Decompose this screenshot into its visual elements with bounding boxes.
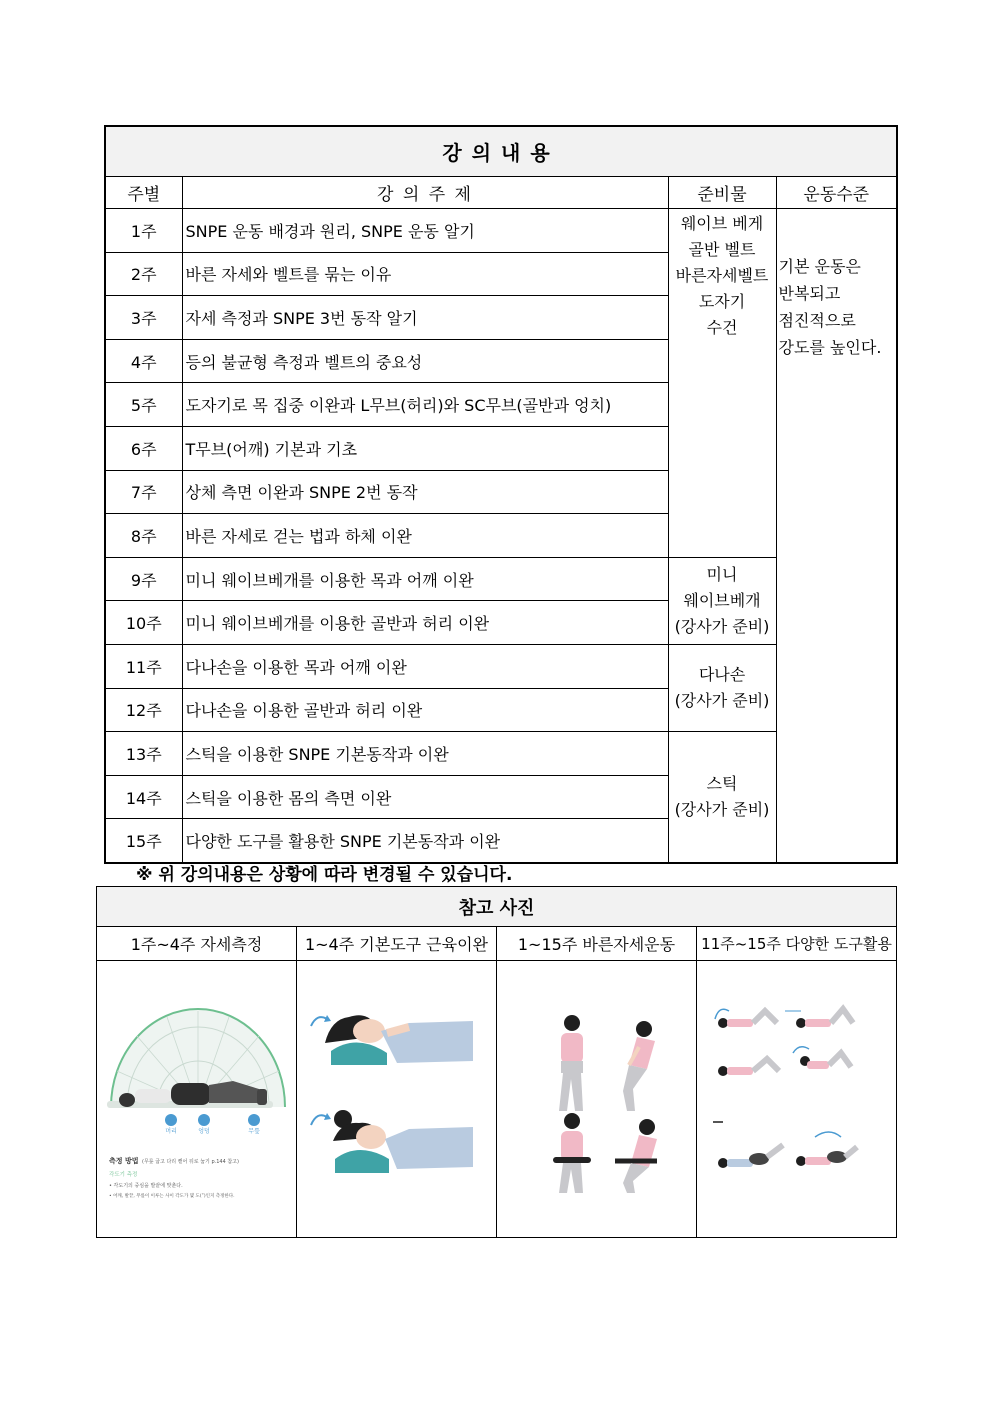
level-line: 강도를 높인다. bbox=[778, 338, 882, 357]
week-cell: 11주 bbox=[105, 644, 182, 688]
prep-line: 도자기 bbox=[698, 292, 746, 311]
topic-cell: 미니 웨이브베개를 이용한 골반과 허리 이완 bbox=[182, 601, 668, 645]
prep-line: 미니 bbox=[706, 564, 738, 584]
caption-subtitle: (무릎 굽고 다리 뻗어 뒤로 눕기 p.144 참고) bbox=[142, 1159, 239, 1165]
topic-cell: 도자기로 목 집중 이완과 L무브(허리)와 SC무브(골반과 엉치) bbox=[182, 383, 668, 427]
prep-line: 골반 벨트 bbox=[688, 240, 756, 259]
measure-label: 엉덩 bbox=[198, 1128, 210, 1135]
week-cell: 9주 bbox=[105, 557, 182, 601]
level-cell bbox=[776, 209, 897, 863]
caption-title: 측정 방법 bbox=[109, 1157, 139, 1165]
topic-cell: T무브(어깨) 기본과 기초 bbox=[182, 426, 668, 470]
caption-line: • 어깨, 발끝, 무릎이 이루는 사이 각도가 몇 도(˚)인지 측정한다. bbox=[109, 1194, 235, 1199]
prep-line: (강사가 준비) bbox=[674, 691, 770, 711]
column-header: 1~4주 기본도구 근육이완 bbox=[297, 927, 497, 961]
level-line: 점진적으로 bbox=[778, 311, 856, 330]
prep-cell-wave bbox=[668, 209, 776, 558]
prep-header: 준비물 bbox=[668, 177, 776, 209]
prep-line: 다나손 bbox=[698, 665, 746, 685]
column-header: 11주~15주 다양한 도구활용 bbox=[697, 927, 897, 961]
topic-cell: 등의 불균형 측정과 벨트의 중요성 bbox=[182, 339, 668, 383]
topic-cell: 상체 측면 이완과 SNPE 2번 동작 bbox=[182, 470, 668, 514]
topic-cell: 바른 자세와 벨트를 묶는 이유 bbox=[182, 252, 668, 296]
level-line: 반복되고 bbox=[778, 284, 841, 303]
week-header: 주별 bbox=[105, 177, 182, 209]
week-cell: 7주 bbox=[105, 470, 182, 514]
week-cell: 4주 bbox=[105, 339, 182, 383]
lecture-title: 강의내용 bbox=[105, 126, 897, 177]
week-cell: 6주 bbox=[105, 426, 182, 470]
topic-cell: 스틱을 이용한 SNPE 기본동작과 이완 bbox=[182, 732, 668, 776]
prep-line: 웨이브베개 bbox=[683, 590, 761, 610]
level-header: 운동수준 bbox=[776, 177, 897, 209]
column-header: 1주~4주 자세측정 bbox=[97, 927, 297, 961]
week-cell: 13주 bbox=[105, 732, 182, 776]
topic-cell: 스틱을 이용한 몸의 측면 이완 bbox=[182, 775, 668, 819]
week-cell: 3주 bbox=[105, 296, 182, 340]
topic-cell: 다나손을 이용한 목과 어깨 이완 bbox=[182, 644, 668, 688]
caption-line: • 각도기의 중심을 발끝에 맞춘다. bbox=[109, 1183, 183, 1189]
week-cell: 5주 bbox=[105, 383, 182, 427]
prep-line: 바른자세벨트 bbox=[675, 266, 769, 285]
prep-cell-mini-wave bbox=[668, 557, 776, 644]
prep-line: (강사가 준비) bbox=[674, 616, 770, 636]
week-cell: 14주 bbox=[105, 775, 182, 819]
measure-photo-cell bbox=[97, 961, 297, 1238]
column-header: 1~15주 바른자세운동 bbox=[497, 927, 697, 961]
prep-cell-stick bbox=[668, 732, 776, 863]
topic-cell: 바른 자세로 걷는 법과 하체 이완 bbox=[182, 514, 668, 558]
week-cell: 1주 bbox=[105, 209, 182, 253]
relax-photo-cell bbox=[297, 961, 497, 1238]
week-cell: 8주 bbox=[105, 514, 182, 558]
measure-label: 무릎 bbox=[248, 1128, 260, 1135]
table-row bbox=[105, 209, 897, 253]
week-cell: 10주 bbox=[105, 601, 182, 645]
prep-line: 웨이브 베게 bbox=[680, 214, 764, 233]
topic-header: 강 의 주 제 bbox=[182, 177, 668, 209]
reference-title: 참고 사진 bbox=[97, 887, 897, 927]
lecture-table bbox=[104, 125, 898, 864]
topic-cell: 자세 측정과 SNPE 3번 동작 알기 bbox=[182, 296, 668, 340]
prep-cell-danason bbox=[668, 644, 776, 731]
topic-cell: SNPE 운동 배경과 원리, SNPE 운동 알기 bbox=[182, 209, 668, 253]
caption-heading: 각도기 측정 bbox=[109, 1172, 138, 1178]
tool-exercise-illustration bbox=[697, 961, 896, 1237]
reference-table bbox=[96, 886, 897, 1238]
posture-exercise-illustration bbox=[497, 961, 696, 1237]
week-cell: 12주 bbox=[105, 688, 182, 732]
pillow-relax-illustration bbox=[297, 961, 496, 1237]
protractor-illustration bbox=[97, 961, 296, 1237]
prep-line: 수건 bbox=[706, 318, 738, 337]
change-notice: ※ 위 강의내용은 상황에 따라 변경될 수 있습니다. bbox=[136, 865, 513, 885]
topic-cell: 미니 웨이브베개를 이용한 목과 어깨 이완 bbox=[182, 557, 668, 601]
topic-cell: 다나손을 이용한 골반과 허리 이완 bbox=[182, 688, 668, 732]
topic-cell: 다양한 도구를 활용한 SNPE 기본동작과 이완 bbox=[182, 819, 668, 863]
tools-photo-cell bbox=[697, 961, 897, 1238]
prep-line: 스틱 bbox=[706, 774, 738, 794]
measure-label: 머리 bbox=[165, 1128, 177, 1135]
week-cell: 15주 bbox=[105, 819, 182, 863]
posture-photo-cell bbox=[497, 961, 697, 1238]
prep-line: (강사가 준비) bbox=[674, 800, 770, 820]
week-cell: 2주 bbox=[105, 252, 182, 296]
level-line: 기본 운동은 bbox=[778, 257, 861, 276]
